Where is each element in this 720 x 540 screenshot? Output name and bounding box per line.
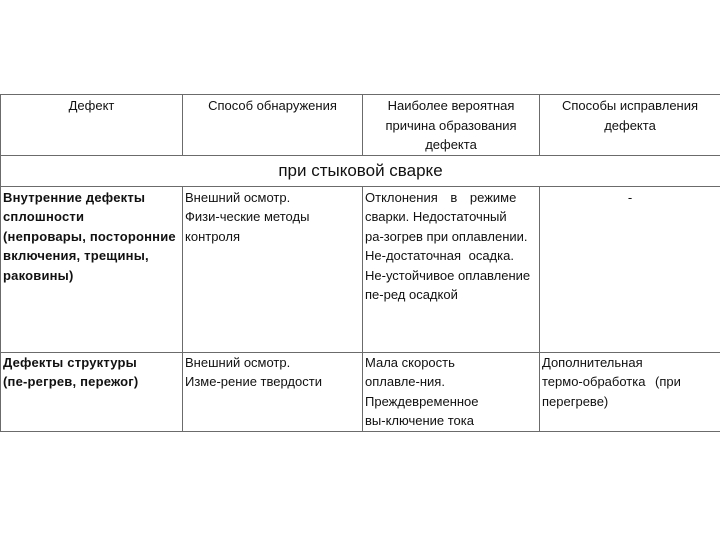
cell-correction: [540, 186, 720, 352]
text-line: раковины): [3, 267, 74, 283]
text-line: Не-достаточная осадка.: [365, 248, 514, 263]
text-line: Отклонения в режиме: [365, 189, 517, 205]
text-line: вы-ключение тока: [365, 413, 474, 428]
text-line: Мала скорость: [365, 354, 455, 370]
table-row: [1, 186, 720, 352]
text-line: Внешний осмотр.: [185, 354, 291, 370]
defects-table: [0, 94, 720, 432]
header-probable-cause-line-1: Наиболее вероятная: [387, 98, 515, 113]
section-row: [1, 155, 720, 186]
text-line: пе-ред осадкой: [365, 287, 458, 302]
text-line: Внутренние дефекты: [3, 189, 146, 205]
cell-detection: [183, 186, 363, 352]
text-line: -: [627, 189, 633, 205]
header-row: [1, 95, 720, 156]
header-probable-cause-line-2: причина образования: [385, 117, 517, 133]
cell-detection: [183, 352, 363, 431]
header-defect: Дефект: [1, 95, 183, 156]
cell-cause: [363, 186, 540, 352]
text-line: оплавле-ния.: [365, 374, 445, 389]
text-line: Дополнительная: [542, 354, 643, 370]
text-line: Физи-ческие методы: [185, 209, 310, 224]
cell-defect: [1, 186, 183, 352]
text-line: включения, трещины,: [3, 248, 149, 263]
table-row: [1, 352, 720, 431]
header-correction-methods: [540, 95, 720, 156]
cell-cause: [363, 352, 540, 431]
header-probable-cause-line-3: дефекта: [425, 137, 477, 152]
text-line: Изме-рение твердости: [185, 374, 322, 389]
text-line: перегреве): [542, 393, 609, 409]
text-line: термо-обработка (при: [542, 374, 681, 389]
text-line: Дефекты структуры: [3, 354, 137, 370]
section-title: при стыковой сварке: [1, 155, 720, 186]
text-line: ра-зогрев при оплавлении.: [365, 228, 528, 244]
text-line: Преждевременное: [365, 393, 479, 409]
text-line: (пе-регрев, пережог): [3, 374, 139, 389]
text-line: сварки. Недостаточный: [365, 209, 507, 224]
header-probable-cause: [363, 95, 540, 156]
text-line: сплошности: [3, 209, 85, 224]
text-line: Не-устойчивое оплавление: [365, 267, 531, 283]
text-line: контроля: [185, 228, 240, 244]
cell-correction: [540, 352, 720, 431]
header-correction-line-1: Способы исправления: [561, 98, 699, 113]
cell-defect: [1, 352, 183, 431]
header-correction-line-2: дефекта: [604, 117, 656, 133]
text-line: Внешний осмотр.: [185, 189, 291, 205]
header-detection-method: Способ обнаружения: [183, 95, 363, 156]
text-line: (непровары, посторонние: [3, 228, 176, 244]
